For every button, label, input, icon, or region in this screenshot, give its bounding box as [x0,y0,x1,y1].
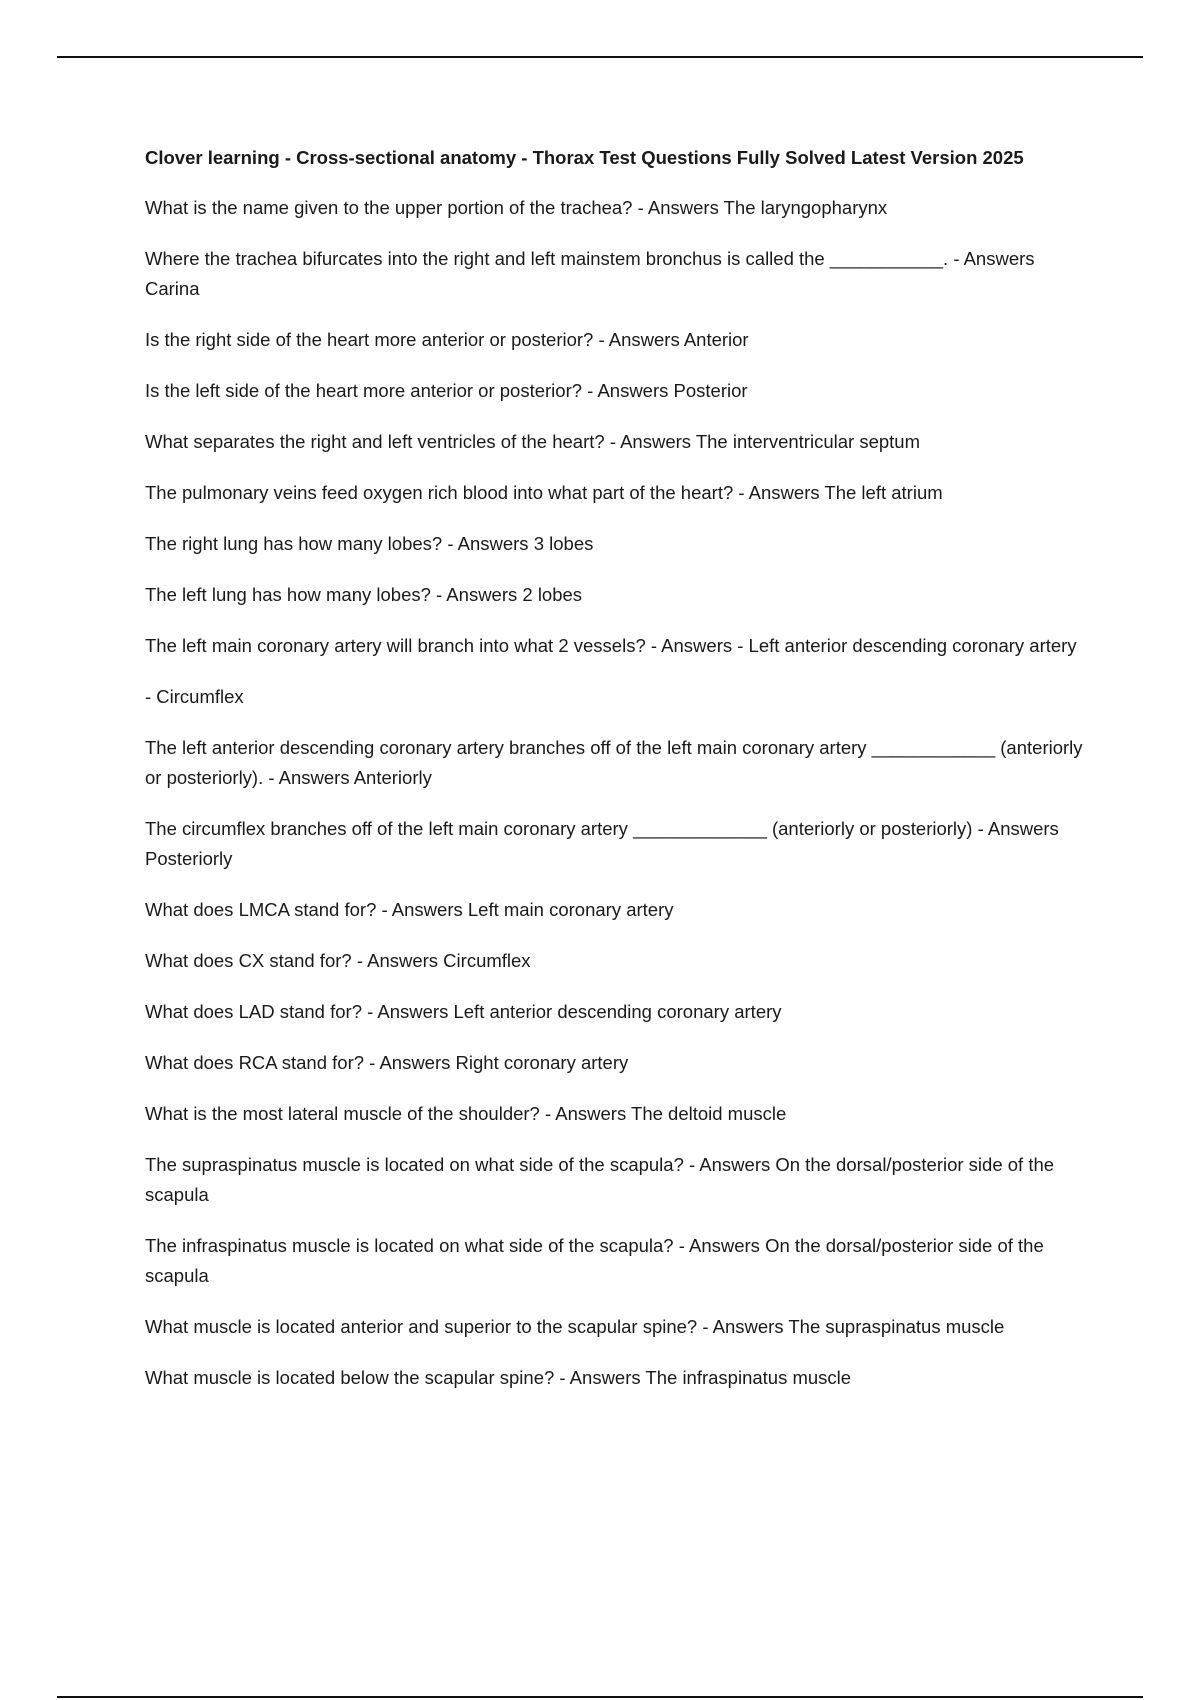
document-title: Clover learning - Cross-sectional anatomy - Thorax Test Questions Fully Solved Latest Version 2025 [145,147,1024,168]
qa-item: What separates the right and left ventricles of the heart? - Answers The interventricular septum [145,431,920,452]
qa-item: The left anterior descending coronary artery branches off of the left main coronary artery ____________ (anteriorly or posteriorly). - Answers Anteriorly [145,737,1083,788]
qa-item: The supraspinatus muscle is located on what side of the scapula? - Answers On the dorsal/posterior side of the scapula [145,1154,1055,1205]
qa-item: What is the most lateral muscle of the shoulder? - Answers The deltoid muscle [145,1103,787,1124]
qa-item: The circumflex branches off of the left main coronary artery _____________ (anteriorly or posteriorly) - Answers Posteriorly [145,818,1059,869]
qa-item: What does LAD stand for? - Answers Left anterior descending coronary artery [145,1001,782,1022]
qa-item: The pulmonary veins feed oxygen rich blood into what part of the heart? - Answers The left atrium [145,482,943,503]
qa-item: What does CX stand for? - Answers Circumflex [145,950,531,971]
qa-item: The left main coronary artery will branch into what 2 vessels? - Answers - Left anterior descending coronary artery [145,635,1077,656]
qa-item: The left lung has how many lobes? - Answers 2 lobes [145,584,583,605]
top-divider [57,56,1143,58]
document-body [145,143,1090,1414]
qa-item: The infraspinatus muscle is located on what side of the scapula? - Answers On the dorsal/posterior side of the scapula [145,1235,1044,1286]
qa-item: What is the name given to the upper portion of the trachea? - Answers The laryngopharynx [145,197,888,218]
qa-item: What muscle is located below the scapular spine? - Answers The infraspinatus muscle [145,1367,852,1388]
qa-item: What muscle is located anterior and superior to the scapular spine? - Answers The supraspinatus muscle [145,1316,1005,1337]
qa-item: - Circumflex [145,686,244,707]
qa-list [145,193,1090,1393]
qa-item: What does RCA stand for? - Answers Right coronary artery [145,1052,629,1073]
bottom-divider [57,1696,1143,1698]
qa-item: What does LMCA stand for? - Answers Left main coronary artery [145,899,674,920]
qa-item: Is the right side of the heart more anterior or posterior? - Answers Anterior [145,329,749,350]
qa-item: The right lung has how many lobes? - Answers 3 lobes [145,533,594,554]
qa-item: Where the trachea bifurcates into the right and left mainstem bronchus is called the ___________. - Answers Carina [145,248,1035,299]
qa-item: Is the left side of the heart more anterior or posterior? - Answers Posterior [145,380,748,401]
